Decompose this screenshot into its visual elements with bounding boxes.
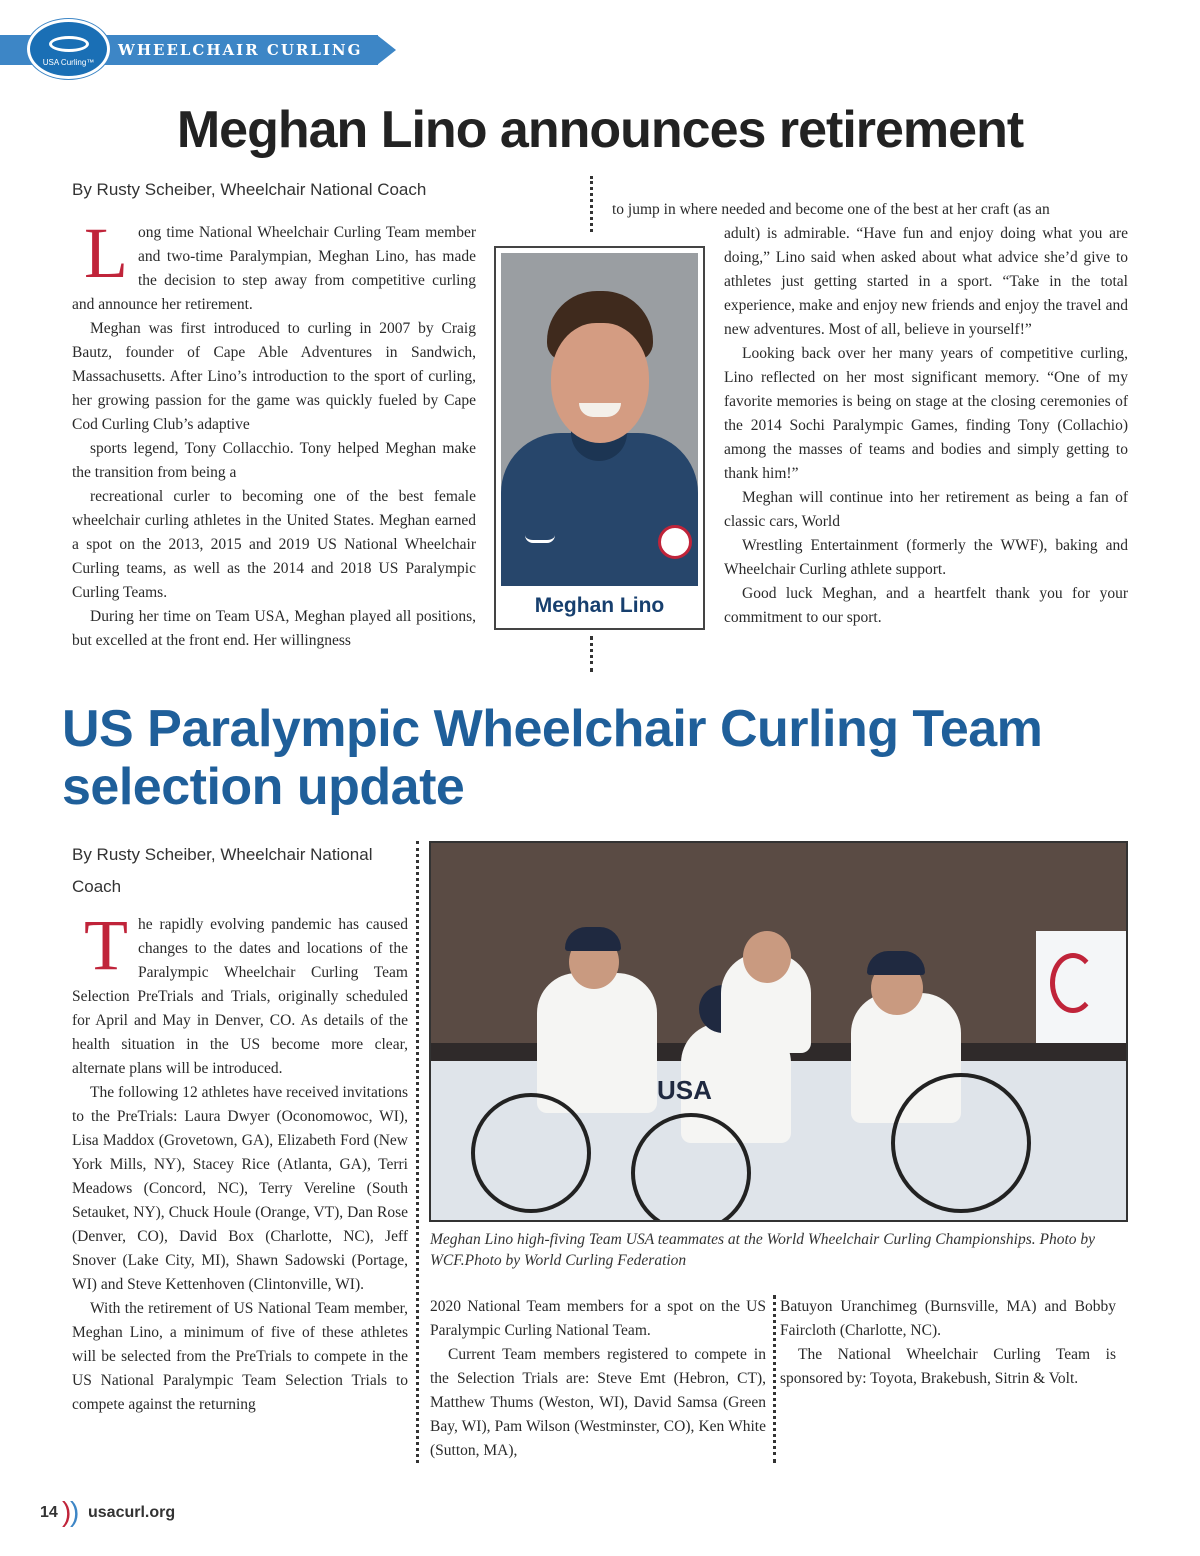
footer-ornament-icon: ) <box>70 1496 80 1527</box>
byline-line: By Rusty Scheiber, Wheelchair National <box>72 845 373 864</box>
portrait-caption: Meghan Lino <box>534 594 665 617</box>
team-usa-photo <box>429 841 1128 1222</box>
paragraph: Current Team members registered to compete in the Selection Trials are: Steve Emt (Hebron, CT), Matthew Thums (Weston, WI), David Samsa (Green Bay, WI), Pam Wilson (Westminster, CO), Ken White (Sutton, MA), <box>430 1346 766 1459</box>
dropcap: L <box>84 213 128 293</box>
paragraph: During her time on Team USA, Meghan played all positions, but excelled at the front end. Her willingness <box>72 608 476 649</box>
article2-byline <box>72 839 372 903</box>
team-usa-patch-icon <box>658 525 692 559</box>
banner-arrow <box>377 35 396 65</box>
paragraph: sports legend, Tony Collacchio. Tony helped Meghan make the transition from being a <box>72 440 476 481</box>
article2-column-2 <box>430 1295 766 1463</box>
jersey-text: USA <box>657 1075 712 1105</box>
footer-ornament-icon: ) <box>62 1496 72 1527</box>
paragraph: recreational curler to becoming one of the best female wheelchair curling athletes in the United States. Meghan earned a spot on the 2013, 2015 and 2019 US National Wheelchair Curling teams, as well as the 2014 and 2018 US Paralympic Curling Teams. <box>72 488 476 601</box>
portrait-image <box>501 253 698 586</box>
athlete-cap <box>565 927 621 951</box>
paragraph: Looking back over her many years of competitive curling, Lino reflected on her most significant memory. “One of my favorite memories is being on stage at the closing ceremonies of the 2014 Sochi Paralympic Games, finding Tony (Collachio) among the masses of teams and bodies and simply getting to thank him!” <box>724 345 1128 482</box>
paragraph: Wrestling Entertainment (formerly the WWF), baking and Wheelchair Curling athlete support. <box>724 537 1128 578</box>
paragraph: he rapidly evolving pandemic has caused changes to the dates and locations of the Paralympic Wheelchair Curling Team Selection PreTrials and Trials, originally scheduled for April and May in Denver, CO. As details of the health situation in the US become more clear, alternate plans will be introduced. <box>72 916 408 1077</box>
article2-column-3 <box>780 1295 1116 1391</box>
meghan-lino-photo <box>494 246 705 630</box>
athlete-cap <box>867 951 925 975</box>
paragraph: ong time National Wheelchair Curling Team member and two-time Paralympian, Meghan Lino, has made the decision to step away from competitive curling and announce her retirement. <box>72 224 476 313</box>
paragraph: 2020 National Team members for a spot on the US Paralympic Curling National Team. <box>430 1298 766 1339</box>
column-divider <box>590 636 593 672</box>
dropcap: T <box>84 905 128 985</box>
curling-stone-icon <box>49 36 89 52</box>
paragraph: to jump in where needed and become one of the best at her craft (as an <box>612 201 1050 218</box>
logo-text: USA Curling™ <box>42 58 95 67</box>
paragraph: The following 12 athletes have received invitations to the PreTrials: Laura Dwyer (Oconomowoc, WI), Lisa Maddox (Grovetown, GA), Elizabeth Ford (New York Mills, NY), Stacey Rice (Atlanta, GA), Terri Meadows (Concord, NC), Terry Vereline (South Setauket, NY), Chuck Houle (Orange, VT), Dan Rose (Denver, CO), David Box (Charlotte, NC), Jeff Snover (Lake City, MI), Shawn Sadowski (Portage, WI) and Steve Kettenhoven (Clintonville, WI). <box>72 1084 408 1293</box>
column-divider <box>416 841 419 1463</box>
section-label: WHEELCHAIR CURLING <box>118 41 363 59</box>
face <box>551 323 649 443</box>
column-divider <box>590 176 593 232</box>
article1-column-2 <box>724 222 1128 630</box>
article1-column-1 <box>72 213 476 653</box>
athlete <box>537 973 657 1113</box>
article2-column-1 <box>72 905 408 1417</box>
site-link[interactable]: usacurl.org <box>88 1504 176 1521</box>
article1-byline: By Rusty Scheiber, Wheelchair National Coach <box>72 180 427 199</box>
article1-column-2-top <box>612 198 1128 222</box>
paragraph: The National Wheelchair Curling Team is sponsored by: Toyota, Brakebush, Sitrin & Volt. <box>780 1346 1116 1387</box>
article2-title: US Paralympic Wheelchair Curling Team selection update <box>62 700 1043 816</box>
athlete-head <box>743 931 791 983</box>
wheelchair-wheel <box>471 1093 591 1213</box>
paragraph: Meghan will continue into her retirement as being a fan of classic cars, World <box>724 489 1128 530</box>
page-number: 14 <box>40 1504 58 1521</box>
wheelchair-wheel <box>891 1073 1031 1213</box>
usa-curling-logo <box>27 19 110 79</box>
team-photo-caption: Meghan Lino high-fiving Team USA teammates at the World Wheelchair Curling Championships. Photo by WCF.Photo by World Curling Federation <box>430 1231 1096 1269</box>
swoosh-logo-icon <box>525 535 555 543</box>
paragraph: Meghan was first introduced to curling in 2007 by Craig Bautz, founder of Cape Able Adventures in Sandwich, Massachusetts. After Lino’s introduction to the sport of curling, her growing passion for the game was quickly fueled by Cape Cod Curling Club’s adaptive <box>72 320 476 433</box>
wheelchair-wheel <box>631 1113 751 1222</box>
column-divider <box>773 1295 776 1463</box>
paragraph: Batuyon Uranchimeg (Burnsville, MA) and Bobby Faircloth (Charlotte, NC). <box>780 1298 1116 1339</box>
byline-line: Coach <box>72 877 122 896</box>
paragraph: adult) is admirable. “Have fun and enjoy doing what you are doing,” Lino said when asked about what advice she’d give to athletes just getting started in a sport. “Take in the total experience, make and enjoy new friends and enjoy the travel and new adventures. Most of all, believe in yourself!” <box>724 225 1128 338</box>
article1-title: Meghan Lino announces retirement <box>176 101 1024 159</box>
paragraph: With the retirement of US National Team member, Meghan Lino, a minimum of five of these athletes will be selected from the PreTrials to compete in the US National Paralympic Team Selection Trials to compete against the returning <box>72 1300 408 1413</box>
curling-logo-icon <box>1050 953 1096 1013</box>
paragraph: Good luck Meghan, and a heartfelt thank you for your commitment to our sport. <box>724 585 1128 626</box>
